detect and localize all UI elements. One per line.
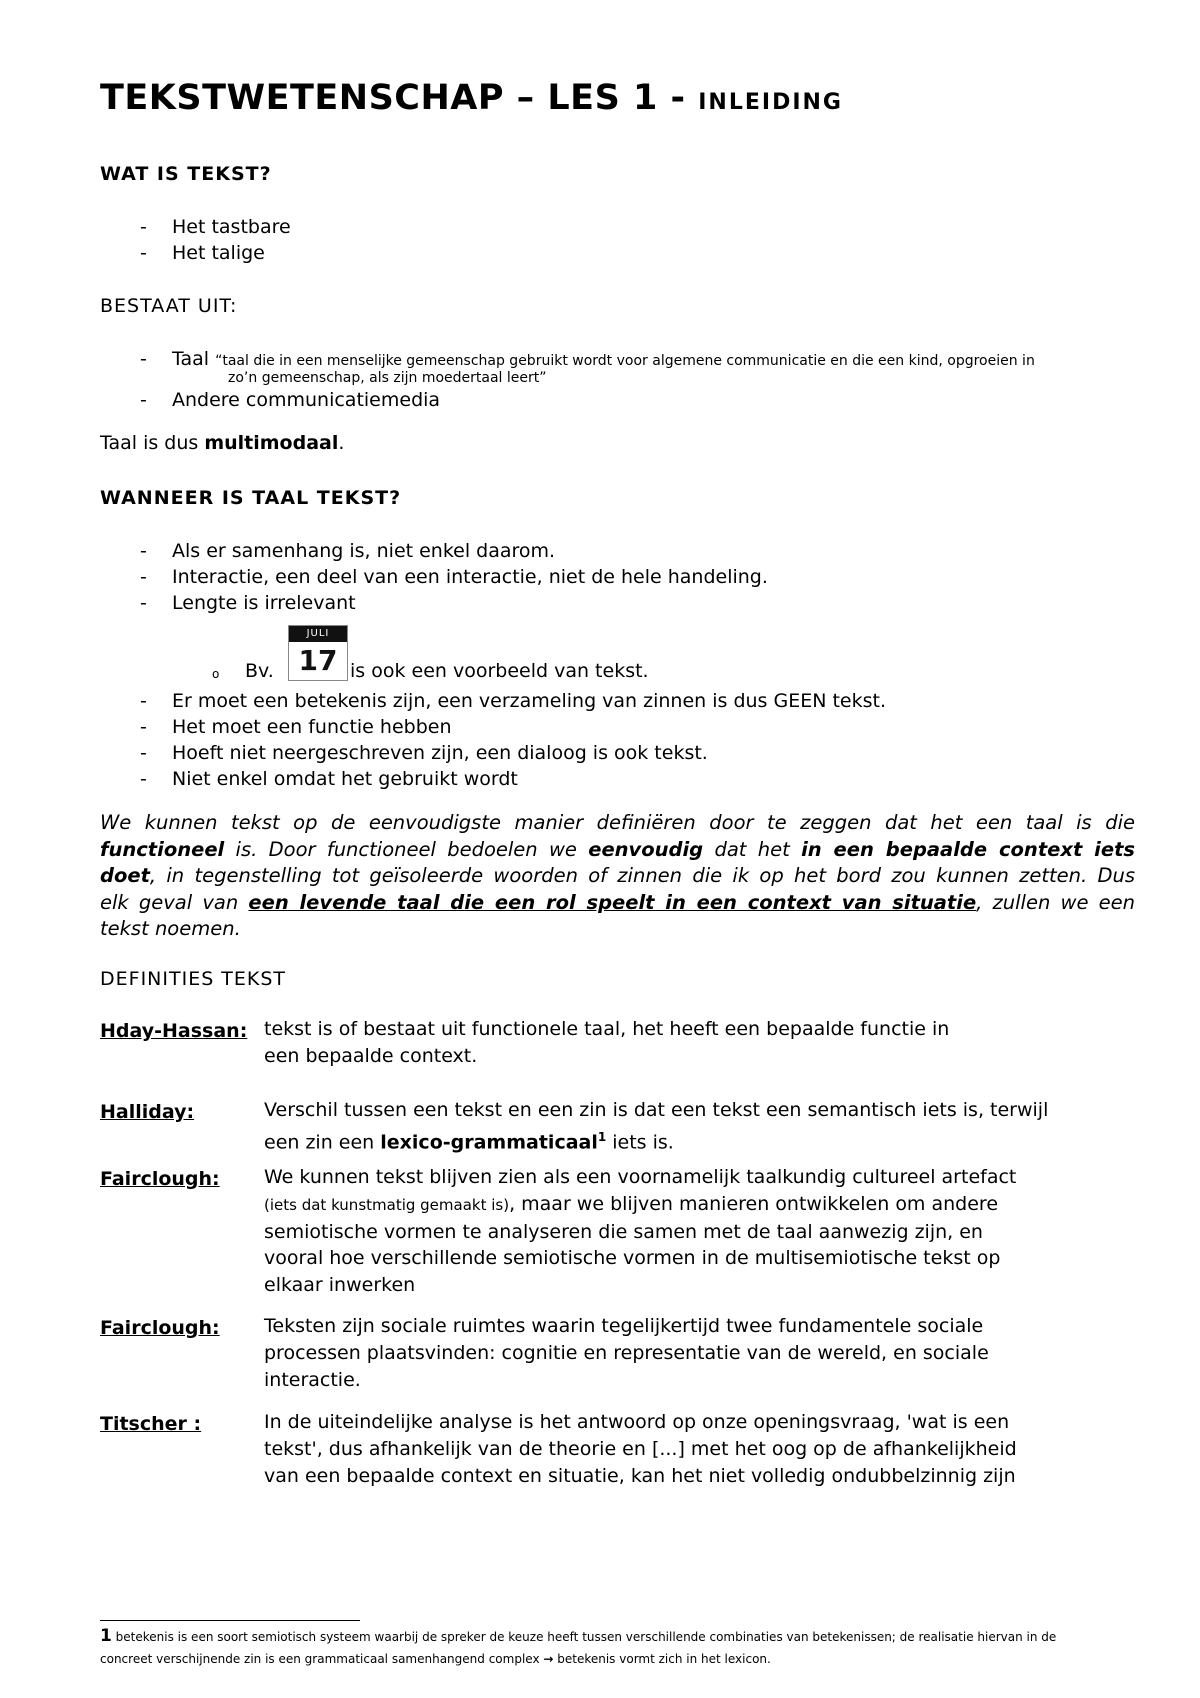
heading-definities: DEFINITIES TEKST <box>100 968 287 990</box>
title-main: TEKSTWETENSCHAP – LES 1 - <box>100 78 699 118</box>
calendar-day: 17 <box>298 644 338 677</box>
definition-body: We kunnen tekst blijven zien als een voornamelijk taalkundig cultureel artefact (iets dat kunstmatig gemaakt is), maar we blijven manieren ontwikkelen om andere semiotische vormen te analyseren die samen met de taal aanwezig zijn, en vooral hoe verschillende semiotische vormen in de multisemiotische tekst op elkaar inwerken <box>264 1166 1017 1297</box>
heading-wat-is-tekst: WAT IS TEKST? <box>100 163 272 185</box>
page-title <box>100 78 843 118</box>
footnote: 1 betekenis is een soort semiotisch systeem waarbij de spreker de keuze heeft tussen verschillende combinaties van betekenissen; de realisatie hiervan in de concreet verschijnende zin is een grammaticaal samenhangend complex → betekenis vormt zich in het lexicon. <box>100 1626 1057 1666</box>
definition-term: Hday-Hassan: <box>100 1020 248 1042</box>
title-sub: INLEIDING <box>698 90 843 115</box>
definition-term: Fairclough: <box>100 1168 220 1190</box>
heading-bestaat-uit: BESTAAT UIT: <box>100 295 238 317</box>
heading-wanneer: WANNEER IS TAAL TEKST? <box>100 487 402 509</box>
calendar-month: JULI <box>289 626 347 642</box>
definition-term: Fairclough: <box>100 1317 220 1339</box>
definition-body: Teksten zijn sociale ruimtes waarin tegelijkertijd twee fundamentele sociale processen plaatsvinden: cognitie en representatie van de wereld, en sociale interactie. <box>264 1315 989 1391</box>
example-text-post: is ook een voorbeeld van tekst. <box>350 660 649 682</box>
italic-paragraph: We kunnen tekst op de eenvoudigste manier definiëren door te zeggen dat het een taal is die functioneel is. Door functioneel bedoelen we eenvoudig dat het in een bepaalde context iets doet, in tegenstelling tot geïsoleerde woorden of zinnen die ik op het bord zou kunnen zetten. Dus elk geval van een levende taal die een rol speelt in een context van situatie, zullen we een tekst noemen. <box>100 811 1135 940</box>
definition-body: Verschil tussen een tekst en een zin is dat een tekst een semantisch iets is, terwijl een zin een lexico-grammaticaal$^1$ iets is. <box>264 1099 1049 1154</box>
definition-term: Halliday: <box>100 1101 195 1123</box>
quote-continuation: zo’n gemeenschap, als zijn moedertaal leert” <box>228 370 547 386</box>
definition-term: Titscher : <box>100 1413 202 1435</box>
example-text-pre: Bv. <box>245 660 274 682</box>
footnote-separator <box>100 1620 360 1621</box>
summary-text: Taal is dus multimodaal. <box>100 432 345 454</box>
definition-body: tekst is of bestaat uit functionele taal, het heeft een bepaalde functie in een bepaalde context. <box>264 1018 950 1067</box>
definition-body: In de uiteindelijke analyse is het antwoord op onze openingsvraag, 'wat is een tekst', dus afhankelijk van de theorie en [...] met het oog op de afhankelijkheid van een bepaalde context en situatie, kan het niet volledig ondubbelzinnig zijn <box>264 1411 1017 1487</box>
calendar-icon <box>288 625 348 681</box>
sub-bullet: o <box>212 667 220 681</box>
